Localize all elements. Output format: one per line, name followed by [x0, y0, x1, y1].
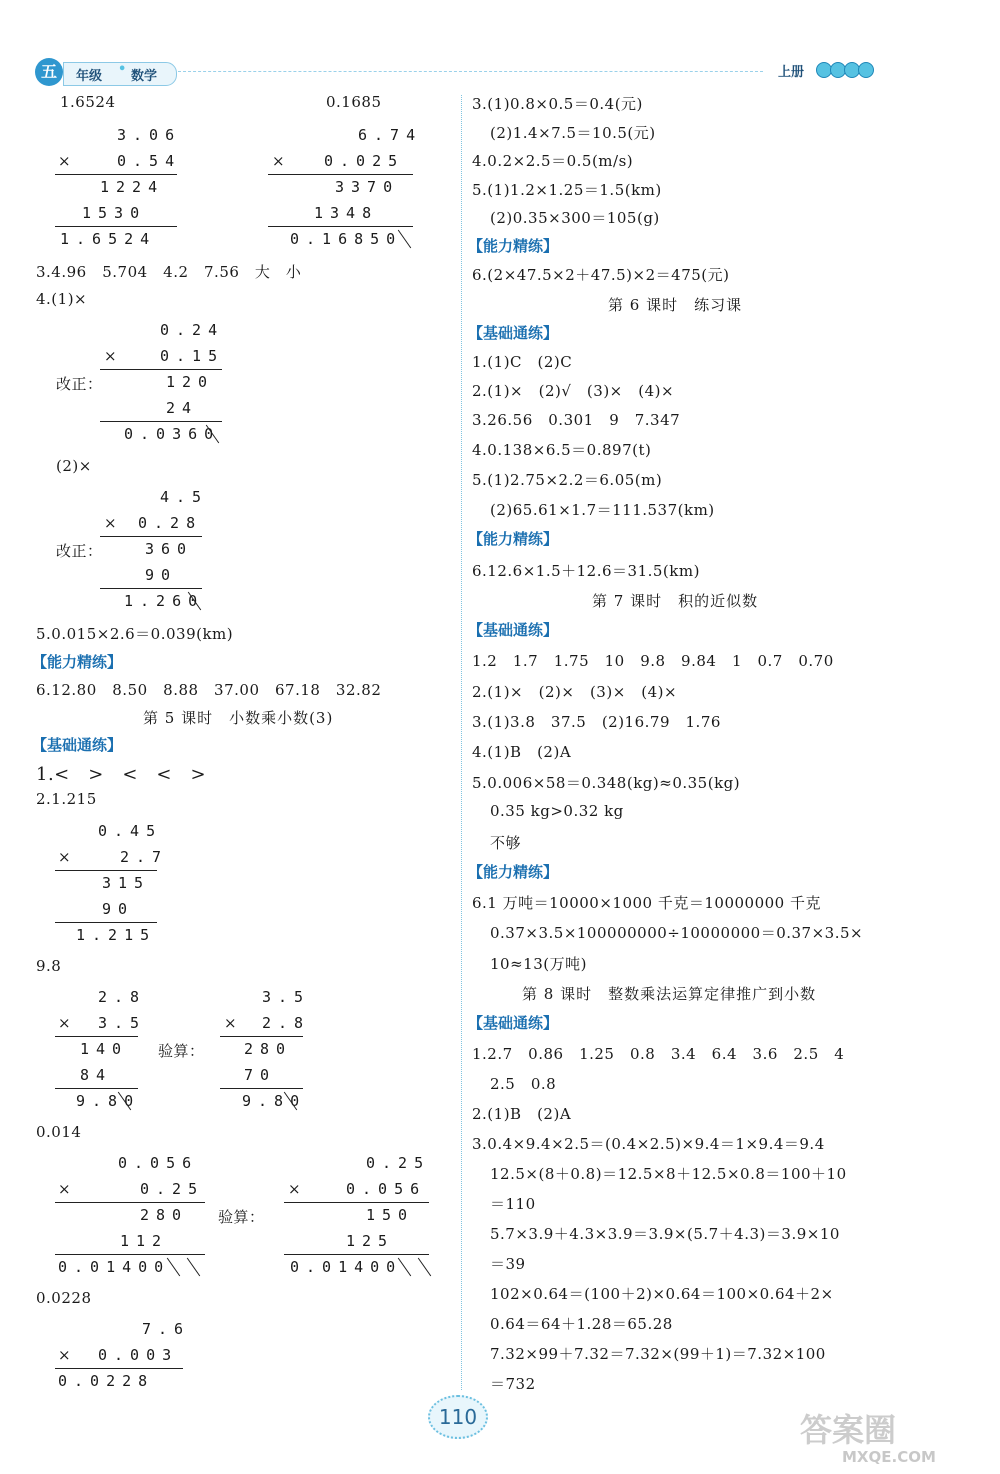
answer-line: 9.8	[36, 957, 62, 975]
lesson-title: 第 6 课时 练习课	[608, 296, 743, 314]
header-divider	[178, 71, 763, 72]
section-heading: 【能力精练】	[468, 237, 559, 255]
grade-label: 年级	[76, 69, 103, 84]
section-heading: 【能力精练】	[468, 530, 559, 548]
answer-line: 0.0228	[36, 1289, 92, 1307]
answer-line: (2)0.35×300＝105(g)	[490, 209, 660, 227]
answer-line: 6.12.6×1.5＋12.6＝31.5(km)	[472, 562, 700, 580]
answer-line: 7.32×99＋7.32＝7.32×(99＋1)＝7.32×100	[490, 1345, 826, 1363]
answer-line: 6.1 万吨＝10000×1000 千克＝10000000 千克	[472, 894, 821, 912]
answer-line: 不够	[490, 834, 522, 852]
answer-line: (2)×	[56, 457, 92, 475]
page-number: 110	[428, 1395, 488, 1439]
answer-line: 3.0.4×9.4×2.5＝(0.4×2.5)×9.4＝1×9.4＝9.4	[472, 1135, 825, 1153]
fix-label: 改正：	[56, 542, 103, 560]
answer-line: 0.35 kg>0.32 kg	[490, 802, 624, 820]
section-heading: 【能力精练】	[32, 653, 123, 671]
section-heading: 【基础通练】	[468, 1014, 559, 1032]
answer-line: 5.0.006×58＝0.348(kg)≈0.35(kg)	[472, 774, 741, 792]
answer-line: ＝732	[490, 1375, 536, 1393]
answer-line: 2.(1)× (2)× (3)× (4)×	[472, 683, 678, 701]
answer-line: 0.64＝64＋1.28＝65.28	[490, 1315, 673, 1333]
answer-line: 2.1.215	[36, 790, 97, 808]
section-heading: 【基础通练】	[468, 621, 559, 639]
answer-line: 5.7×3.9＋4.3×3.9＝3.9×(5.7＋4.3)＝3.9×10	[490, 1225, 840, 1243]
section-heading: 【基础通练】	[468, 324, 559, 342]
grade-badge: 五	[35, 58, 63, 86]
answer-line: 1.6524	[60, 93, 116, 111]
watermark-url: MXQE.COM	[842, 1448, 936, 1466]
circle-icon	[858, 62, 874, 78]
lesson-title: 第 8 课时 整数乘法运算定律推广到小数	[522, 985, 817, 1003]
answer-line: 0.1685	[326, 93, 382, 111]
dot-separator-icon: •	[118, 62, 127, 77]
answer-line: 6.12.80 8.50 8.88 37.00 67.18 32.82	[36, 681, 382, 699]
answer-line: 102×0.64＝(100＋2)×0.64＝100×0.64＋2×	[490, 1285, 834, 1303]
answer-line: 1.(1)C (2)C	[472, 353, 573, 371]
answer-line: 4.(1)B (2)A	[472, 743, 572, 761]
answer-line: 4.(1)×	[36, 290, 88, 308]
section-heading: 【能力精练】	[468, 863, 559, 881]
answer-line: 2.5 0.8	[490, 1075, 557, 1093]
answer-line: 4.0.2×2.5＝0.5(m/s)	[472, 152, 634, 170]
answer-line: 2.(1)B (2)A	[472, 1105, 572, 1123]
fix-label: 改正：	[56, 375, 103, 393]
answer-line: 3.(1)0.8×0.5＝0.4(元)	[472, 95, 643, 113]
answer-line: ＝110	[490, 1195, 536, 1213]
answer-line: 3.(1)3.8 37.5 (2)16.79 1.76	[472, 713, 721, 731]
watermark-logo: 答案圈	[800, 1411, 897, 1449]
answer-line: 5.0.015×2.6＝0.039(km)	[36, 625, 234, 643]
answer-line: 6.(2×47.5×2＋47.5)×2＝475(元)	[472, 266, 730, 284]
answer-line: 1.2.7 0.86 1.25 0.8 3.4 6.4 3.6 2.5 4	[472, 1045, 845, 1063]
answer-line: 5.(1)1.2×1.25＝1.5(km)	[472, 181, 662, 199]
subject-label: 数学	[131, 69, 158, 84]
volume-label: 上册	[778, 65, 805, 80]
lesson-title: 第 5 课时 小数乘小数(3)	[143, 709, 334, 727]
answer-line: 0.014	[36, 1123, 82, 1141]
column-divider	[461, 95, 462, 1390]
answer-line: 5.(1)2.75×2.2＝6.05(m)	[472, 471, 663, 489]
answer-line: (2)1.4×7.5＝10.5(元)	[490, 124, 656, 142]
answer-line: 12.5×(8＋0.8)＝12.5×8＋12.5×0.8＝100＋10	[490, 1165, 847, 1183]
answer-line: (2)65.61×1.7＝111.537(km)	[490, 501, 715, 519]
answer-line: ＝39	[490, 1255, 526, 1273]
answer-line: 1.2 1.7 1.75 10 9.8 9.84 1 0.7 0.70	[472, 652, 834, 670]
answer-line: 3.26.56 0.301 9 7.347	[472, 411, 681, 429]
answer-line: 4.0.138×6.5＝0.897(t)	[472, 441, 652, 459]
answer-line: 1.< > < < >	[36, 764, 207, 785]
lesson-title: 第 7 课时 积的近似数	[592, 592, 759, 610]
section-heading: 【基础通练】	[32, 736, 123, 754]
answer-line: 2.(1)× (2)√ (3)× (4)×	[472, 382, 675, 400]
answer-line: 0.37×3.5×100000000÷10000000＝0.37×3.5×	[490, 924, 864, 942]
check-label: 验算：	[158, 1042, 205, 1060]
answer-line: 3.4.96 5.704 4.2 7.56 大 小	[36, 263, 302, 281]
check-label: 验算：	[218, 1208, 265, 1226]
answer-line: 10≈13(万吨)	[490, 955, 587, 973]
